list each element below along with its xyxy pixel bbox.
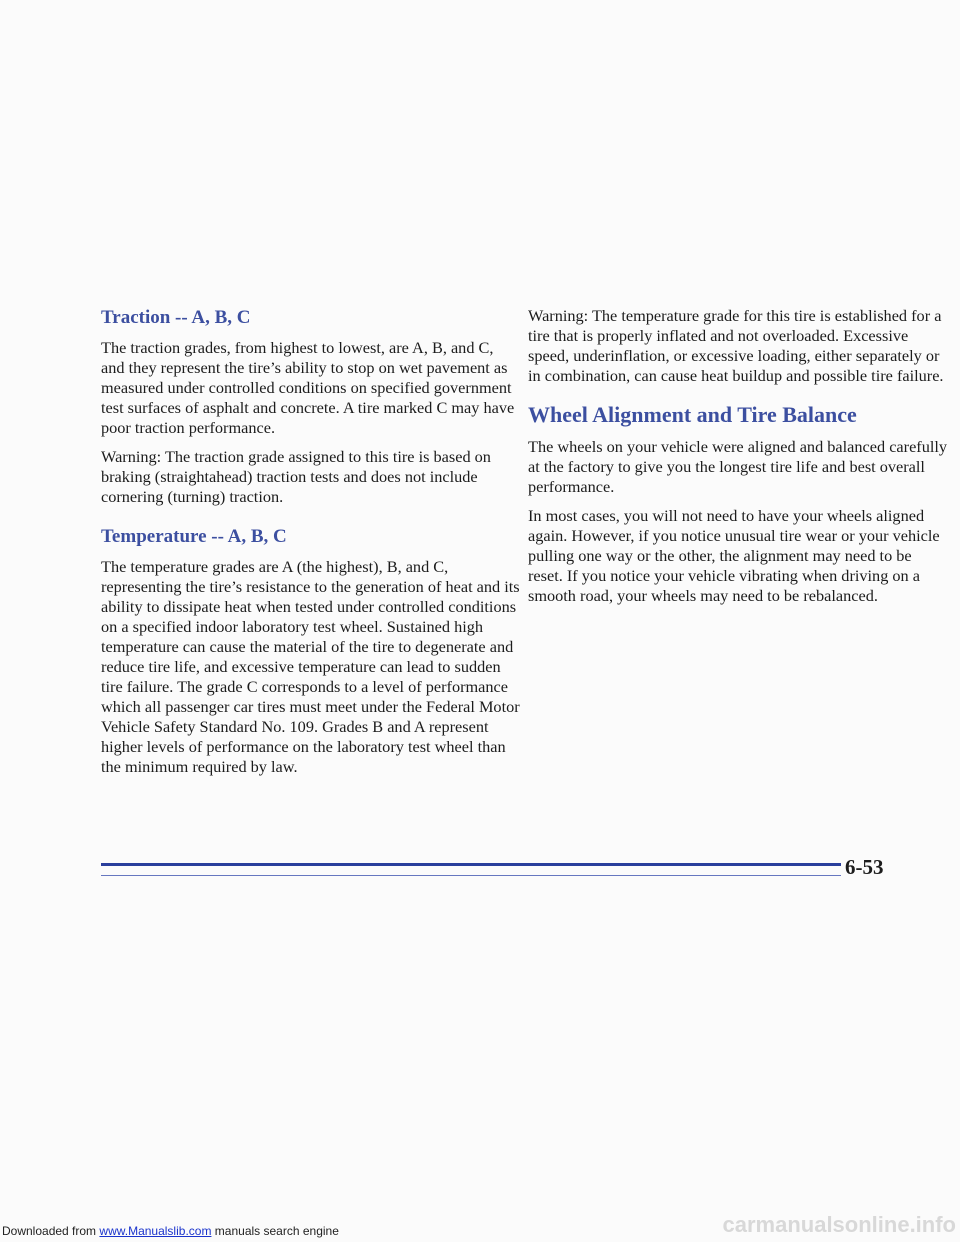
left-column — [101, 306, 521, 786]
footer-suffix: manuals search engine — [214, 1224, 339, 1238]
manualslib-link[interactable]: www.Manualslib.com — [99, 1224, 212, 1238]
alignment-heading: Wheel Alignment and Tire Balance — [528, 402, 857, 427]
temperature-heading: Temperature -- A, B, C — [101, 526, 287, 547]
footer-rule-thin — [101, 875, 841, 876]
traction-heading: Traction -- A, B, C — [101, 307, 251, 328]
download-footer — [2, 1224, 339, 1238]
traction-warning: Warning: The traction grade assigned to this tire is based on braking (straightahead) traction tests and does not include cornering (turning) traction. — [101, 447, 491, 506]
temperature-paragraph: The temperature grades are A (the highest), B, and C, representing the tire’s resistance to the generation of heat and its ability to dissipate heat when tested under controlled conditions on a specified indoor laboratory test wheel. Sustained high temperature can cause the material of the tire to degenerate and reduce tire life, and excessive temperature can lead to sudden tire failure. The grade C corresponds to a level of performance which all passenger car tires must meet under the Federal Motor Vehicle Safety Standard No. 109. Grades B and A represent higher levels of performance on the laboratory test wheel than the minimum required by law. — [101, 557, 520, 776]
footer-rule-thick — [101, 863, 841, 866]
right-column — [528, 306, 948, 615]
page-number: 6-53 — [845, 855, 884, 879]
alignment-paragraph-2: In most cases, you will not need to have your wheels aligned again. However, if you notice unusual tire wear or your vehicle pulling one way or the other, the alignment may need to be reset. If you notice your vehicle vibrating when driving on a smooth road, your wheels may need to be rebalanced. — [528, 506, 940, 605]
watermark-text: carmanualsonline.info — [722, 1212, 956, 1237]
alignment-paragraph-1: The wheels on your vehicle were aligned and balanced carefully at the factory to give you the longest tire life and best overall performance. — [528, 437, 948, 496]
temperature-warning: Warning: The temperature grade for this tire is established for a tire that is properly inflated and not overloaded. Excessive speed, underinflation, or excessive loading, either separately or in combination, can cause heat buildup and possible tire failure. — [528, 306, 944, 385]
footer-prefix: Downloaded from — [2, 1224, 97, 1238]
traction-paragraph: The traction grades, from highest to lowest, are A, B, and C, and they represent the tire’s ability to stop on wet pavement as measured under controlled conditions on specified government test surfaces of asphalt and concrete. A tire marked C may have poor traction performance. — [101, 338, 515, 437]
